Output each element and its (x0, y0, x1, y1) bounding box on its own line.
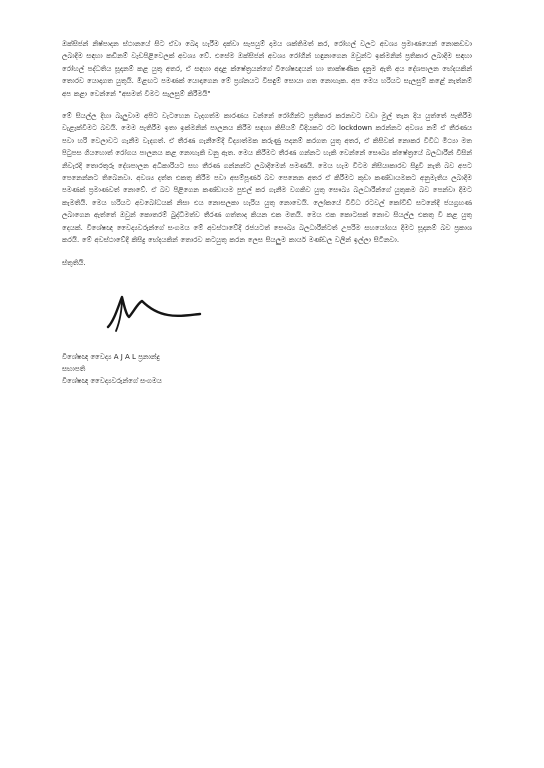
signatory-name: විශේෂඥ වෛද්‍ය A J A L ප්‍රනාන්දු (62, 352, 160, 361)
signature-area (62, 279, 472, 351)
paragraph-2: මේ සියල්ල දිහා බැලුවාම අපිට වැටහෙන වැදගත්ම කාරණය වන්නේ රෝගීන්ට ප්‍රතිකාර කරනවට වඩා මුල් තැන දිය යුත්තේ පැතිරීම වැළැක්වීමට බවයි. මෙම පැතිරීම ඉතා ඉක්මනින් පාලනය කිරීම සඳහා කිසියම් විදියකට රට lockdown කරන්නට අවශ්‍ය නම් ඒ තීරණය පවා හරි වෙලාවට ගැනීම වැදගත්. ඒ තීරණ ගැනීමේදී විද්‍යාත්මක කරුණු පදනම් කරගත යුතු අතර, ඒ කිසිවක් නොකර විවිධ මිථ්‍යා මත පිටුපස ගියහොත් රෝගය පාලනය කළ නොහැකි වනු ඇත. මෙය කිරීමට තීරණ ගන්නට හැකි වෙන්නේ සෞඛ්‍ය ක්ෂේත්‍රයේ බලධාරීන් විසින් නිවැරදි තොරතුරු දේශපාලන අධිකාරියට සහ තීරණ ගන්නන්ට ලබාදීමෙන් පමණයි. මෙය හැම විටම නිසියාකාරව සිදුවී නැති බව අපට පෙනෙන්නට තිබෙනවා. අවශ්‍ය දත්ත එකතු කිරීම පවා අසම්පූර්ණ බව පෙනෙන අතර ඒ කිරීමට කුඩා කණ්ඩායමකට අනුමැතිය ලබාදීම පමණක් ප්‍රමාණවත් නොවේ. ඒ බව පිළිගෙන කණ්ඩායම පුළුල් කර ගැනීම වගකිව යුතු සෞඛ්‍ය බලධාරීන්ගේ යුතුකම බව පෙන්වා දීමට කැමතියි. මෙය හරියට අවබෝධයක් නිසා එය නොසලකා හැරිය යුතු නොවෙයි. ලෝකයේ විවිධ රටවල් කෝවිඩ් සටනේදී ජයග්‍රහණ ලබාගෙන ඇත්තේ ඔවුන් කොතරම් බුද්ධිමත්ව තීරණ ගත්තාද කියන එක මතයි. මෙය එක කොටසක් නොව සියල්ල එකතු වී කළ යුතු දෙයක්. විශේෂඥ වෛද්‍යවරුන්ගේ සංගමය මේ අවස්ථාවේදී රජයටත් සෞඛ්‍ය බලධාරීන්ටත් උපරිම සහයෝගය දීමට සූදානම් බව ප්‍රකාශ කරයි. මේ අවස්ථාවේදී කිසිදු භේදයකින් තොරව කටයුතු කරන ලෙස සියලුම කාර්ය මණ්ඩල වලින් ඉල්ලා සිටිනවා. (62, 112, 472, 245)
letter-body (62, 38, 472, 387)
paragraph-1: ඔක්සිජන් නිෂ්පාදන ස්ථානයේ සිට ඒවා බෙදා හැරීම දක්වා සැපයුම් දාමය ශක්තිමත් කර, රෝහල් වලට අවශ්‍ය ප්‍රමාණයෙන් නොකඩවා ලබාදීම සඳහා කඩිනම් වැඩපිළිවෙලක් අවශ්‍ය වේ. එසේම ඔක්සිජන් අවශ්‍ය රෝගීන් හඳුනාගෙන ඔවුන්ට ඉක්මනින් ප්‍රතිකාර ලබාදීම සඳහා රෝහල් පද්ධතිය සූදානම් කළ යුතු අතර, ඒ සඳහා අදාළ ක්ෂේත්‍රයන්ගේ විශේෂඥයන් හා තාක්ෂණික දැනුම ඇති අය දේශපාලන භේදයකින් තොරව යොදාගත යුතුයි. මීළඟට පමණක් යොදාගෙන මේ ප්‍රශ්නයට විසඳුම් සොයා ගත නොහැක. අප මෙය හරියට සැලසුම් කළේ නැත්නම් අප කළා වෙන්නේ "අසමත් වීමට සැලසුම් කිරීමයි" (62, 40, 472, 98)
signatory-organization: විශේෂඥ වෛද්‍යවරුන්ගේ සංගමය (62, 376, 162, 385)
handwritten-signature (104, 287, 204, 339)
closing-text: ස්තුතියි. (62, 258, 86, 267)
signatory-title: සභාපති (62, 364, 86, 373)
